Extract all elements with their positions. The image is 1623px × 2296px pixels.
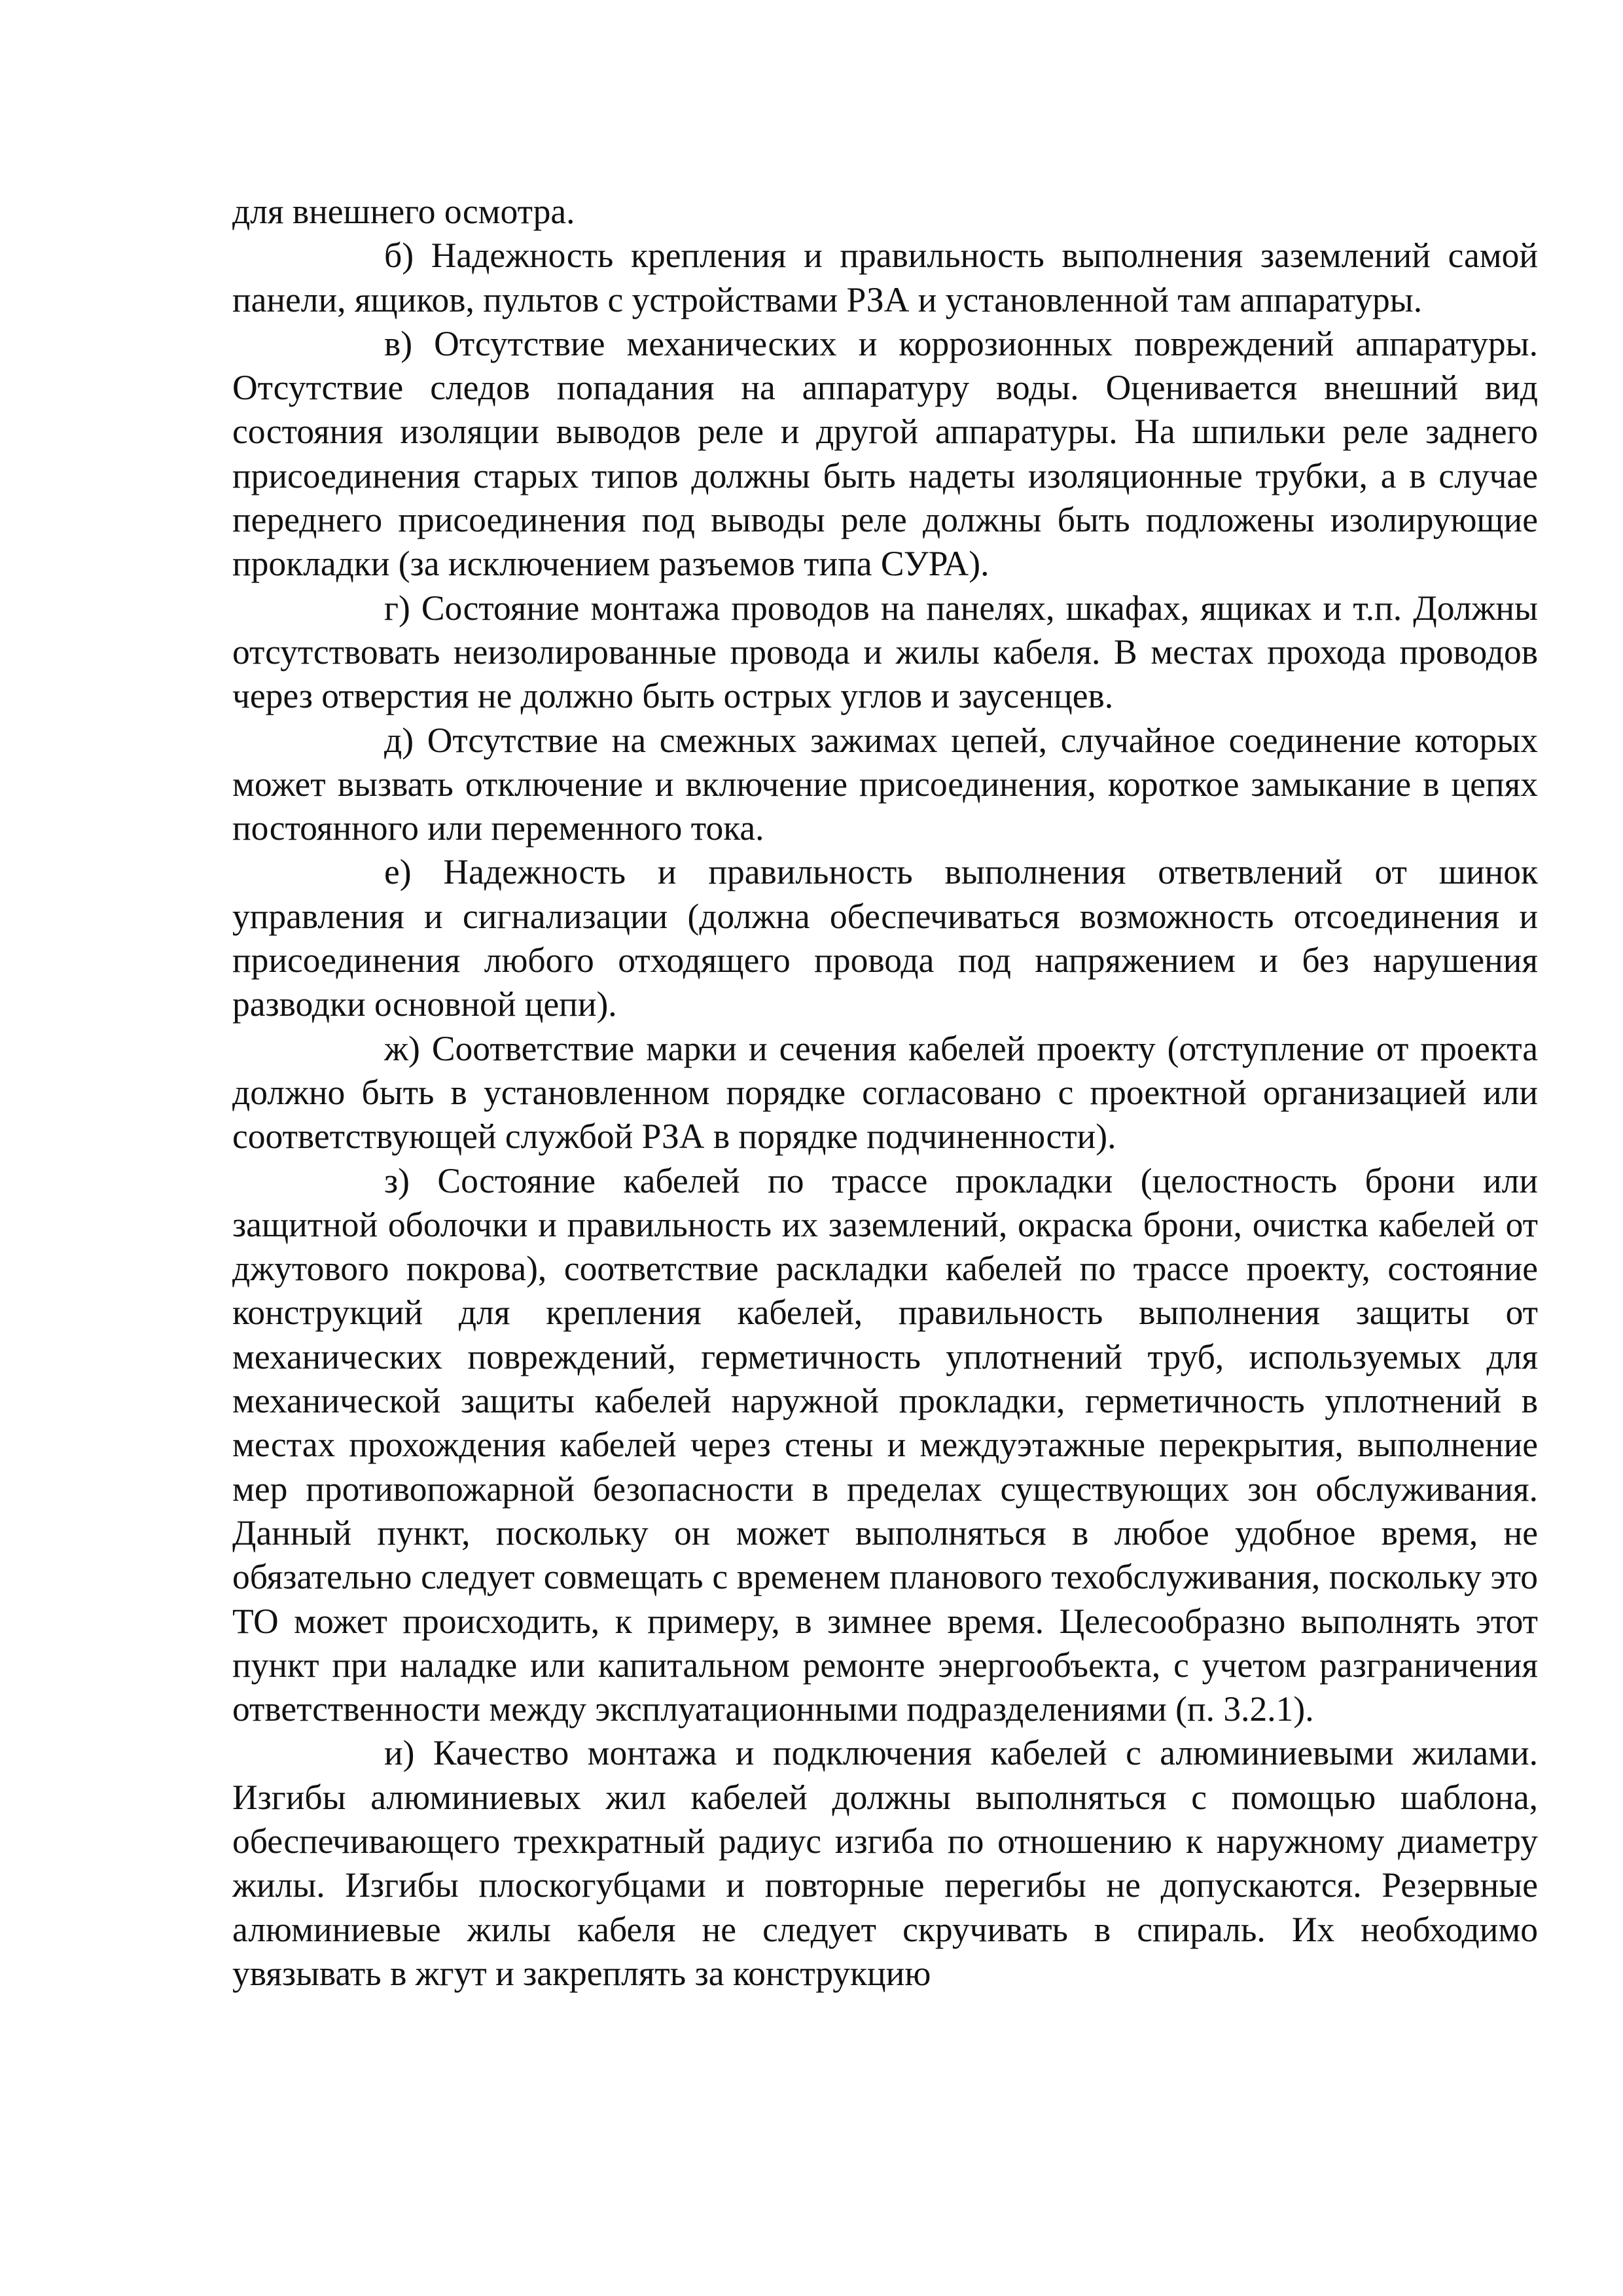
paragraph-item-d: д) Отсутствие на смежных зажимах цепей, случайное соединение которых может вызвать отключение и включение присоединения, короткое замыкание в цепях постоянного или переменного тока. [232,720,1538,848]
paragraph-item-zh: ж) Соответствие марки и сечения кабелей проекту (отступление от проекта должно быть в установленном порядке согласовано с проектной организацией или соответствующей службой РЗА в порядке подчиненности). [232,1028,1538,1157]
paragraph-item-v: в) Отсутствие механических и коррозионных повреждений аппаратуры. Отсутствие следов попадания на аппаратуру воды. Оценивается внешний вид состояния изоляции выводов реле и другой аппаратуры. На шпильки реле заднего присоединения старых типов должны быть надеты изоляционные трубки, а в случае переднего присоединения под выводы реле должны быть подложены изолирующие прокладки (за исключением разъемов типа СУРА). [232,323,1538,584]
paragraph-item-i: и) Качество монтажа и подключения кабелей с алюминиевыми жилами. Изгибы алюминиевых жил кабелей должны выполняться с помощью шаблона, обеспечивающего трехкратный радиус изгиба по отношению к наружному диаметру жилы. Изгибы плоскогубцами и повторные перегибы не допускаются. Резервные алюминиевые жилы кабеля не следует скручивать в спираль. Их необходимо увязывать в жгут и закреплять за конструкцию [232,1733,1538,1993]
paragraph-item-g: г) Состояние монтажа проводов на панелях, шкафах, ящиках и т.п. Должны отсутствовать неизолированные провода и жилы кабеля. В местах прохода проводов через отверстия не должно быть острых углов и заусенцев. [232,588,1538,716]
paragraph-item-z: з) Состояние кабелей по трассе прокладки (целостность брони или защитной оболочки и правильность их заземлений, окраска брони, очистка кабелей от джутового покрова), соответствие раскладки кабелей по трассе проекту, состояние конструкций для крепления кабелей, правильность выполнения защиты от механических повреждений, герметичность уплотнений труб, используемых для механической защиты кабелей наружной прокладки, герметичность уплотнений в местах прохождения кабелей через стены и междуэтажные перекрытия, выполнение мер противопожарной безопасности в пределах существующих зон обслуживания. Данный пункт, поскольку он может выполняться в любое удобное время, не обязательно следует совмещать с временем планового техобслуживания, поскольку это ТО может происходить, к примеру, в зимнее время. Целесообразно выполнять этот пункт при наладке или капитальном ремонте энергообъекта, с учетом разграничения ответственности между эксплуатационными подразделениями (п. 3.2.1). [232,1160,1538,1729]
paragraph-item-e: е) Надежность и правильность выполнения ответвлений от шинок управления и сигнализации (должна обеспечиваться возможность отсоединения и присоединения любого отходящего провода под напряжением и без нарушения разводки основной цепи). [232,852,1538,1024]
document-body [232,190,1538,1996]
paragraph-continuation: для внешнего осмотра. [232,192,575,231]
paragraph-item-b: б) Надежность крепления и правильность выполнения заземлений самой панели, ящиков, пультов с устройствами РЗА и установленной там аппаратуры. [232,236,1538,319]
